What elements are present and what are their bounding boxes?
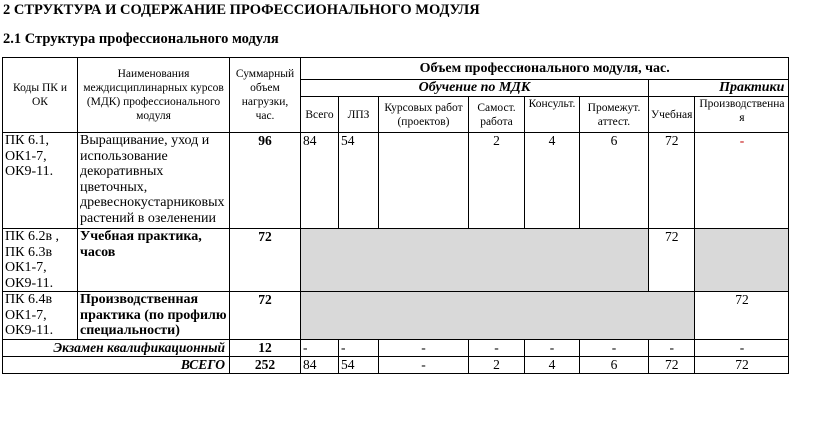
header-practice: Практики [649,80,789,97]
row-total: 72 [230,229,301,292]
row-codes: ПК 6.1, ОК1-7, ОК9-11. [3,133,78,229]
totals-promezh: 6 [580,356,649,373]
totals-konsult: 4 [525,356,580,373]
row-uchebnaya: 72 [649,133,695,229]
exam-promezh: - [580,339,649,356]
col-proizv: Производственная [695,97,789,133]
col-lpz: ЛПЗ [339,97,379,133]
gray-block [301,229,649,292]
col-uchebnaya: Учебная [649,97,695,133]
totals-uchebnaya: 72 [649,356,695,373]
col-vsego: Всего [301,97,339,133]
row-konsult: 4 [525,133,580,229]
row-name: Производственная практика (по профилю специальности) [78,292,230,340]
row-total: 72 [230,292,301,340]
row-promezh: 6 [580,133,649,229]
row-vsego: 84 [301,133,339,229]
table-row [3,292,789,340]
totals-samost: 2 [469,356,525,373]
exam-row [3,339,789,356]
exam-proizv: - [695,339,789,356]
exam-konsult: - [525,339,580,356]
table-row [3,229,789,292]
totals-lpz: 54 [339,356,379,373]
row-proizv: - [695,133,789,229]
header-codes: Коды ПК и ОК [3,58,78,133]
col-kurs: Курсовых работ (проектов) [379,97,469,133]
module-structure-table [2,57,789,374]
exam-samost: - [469,339,525,356]
header-names: Наименования междисциплинарных курсов (МДК) профессионального модуля [78,58,230,133]
totals-kurs: - [379,356,469,373]
totals-proizv: 72 [695,356,789,373]
gray-block [695,229,789,292]
exam-lpz: - [339,339,379,356]
exam-kurs: - [379,339,469,356]
exam-label: Экзамен квалификационный [3,339,230,356]
col-promezh: Промежут. аттест. [580,97,649,133]
row-uchebnaya: 72 [649,229,695,292]
header-mdk: Обучение по МДК [301,80,649,97]
row-kurs [379,133,469,229]
row-samost: 2 [469,133,525,229]
row-name: Выращивание, уход и использование декоративных цветочных, древеснокустарниковых растений в озеленении [78,133,230,229]
gray-block [301,292,695,340]
col-samost: Самост. работа [469,97,525,133]
totals-total: 252 [230,356,301,373]
row-name: Учебная практика, часов [78,229,230,292]
row-codes: ПК 6.2в , ПК 6.3в ОК1-7, ОК9-11. [3,229,78,292]
row-proizv: 72 [695,292,789,340]
row-lpz: 54 [339,133,379,229]
totals-label: ВСЕГО [3,356,230,373]
totals-vsego: 84 [301,356,339,373]
exam-uchebnaya: - [649,339,695,356]
subsection-heading: 2.1 Структура профессионального модуля [3,31,279,47]
header-total: Суммарный объем нагрузки, час. [230,58,301,133]
totals-row [3,356,789,373]
row-codes: ПК 6.4в ОК1-7, ОК9-11. [3,292,78,340]
header-volume: Объем профессионального модуля, час. [301,58,789,80]
row-total: 96 [230,133,301,229]
exam-vsego: - [301,339,339,356]
exam-total: 12 [230,339,301,356]
section-heading: 2 СТРУКТУРА И СОДЕРЖАНИЕ ПРОФЕССИОНАЛЬНОГО МОДУЛЯ [3,2,480,18]
col-konsult: Консульт. [525,97,580,133]
table-row [3,133,789,229]
